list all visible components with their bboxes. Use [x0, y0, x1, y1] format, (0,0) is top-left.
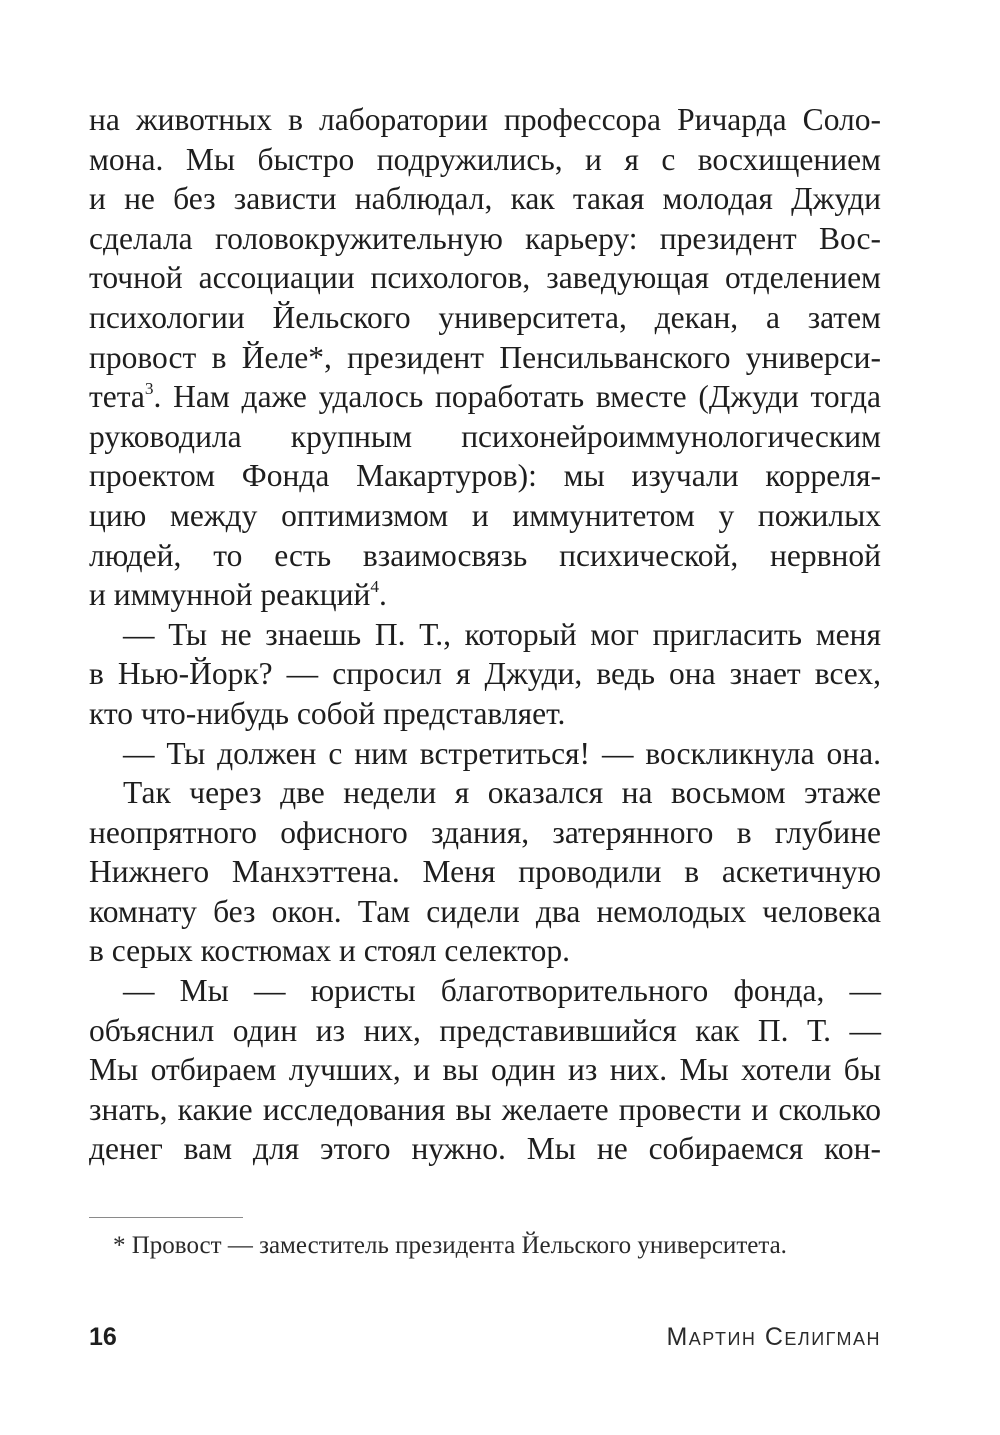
- footnote-reference: 4: [370, 577, 380, 597]
- text-line-content: провост в Йеле*, президент Пенсильванского универси-: [89, 339, 881, 375]
- text-line-content: и не без зависти наблюдал, как такая молодая Джуди: [89, 181, 881, 217]
- text-line-content: и иммунной реакций: [89, 577, 371, 613]
- footnote-reference: 3: [144, 379, 154, 399]
- text-line: [89, 219, 881, 259]
- text-line-content: объяснил один из них, представившийся как П. Т. —: [89, 1012, 881, 1048]
- text-line-content: знать, какие исследования вы желаете провести и сколько: [89, 1091, 881, 1127]
- text-line: [89, 615, 881, 655]
- text-line: [89, 654, 881, 694]
- text-line-content: неопрятного офисного здания, затерянного в глубине: [89, 814, 881, 850]
- text-line: [89, 100, 881, 140]
- text-line: [89, 496, 881, 536]
- text-line: [89, 1129, 881, 1169]
- text-line: [89, 1050, 881, 1090]
- text-line-content: психологии Йельского университета, декан, а затем: [89, 299, 881, 335]
- text-line-content: Мы отбираем лучших, и вы один из них. Мы хотели бы: [89, 1052, 881, 1088]
- text-line-content: руководила крупным психонейроиммунологическим: [89, 418, 881, 454]
- page-number: 16: [89, 1323, 117, 1351]
- running-head-author: Мартин Селигман: [666, 1323, 881, 1351]
- text-line-content: точной ассоциации психологов, заведующая отделением: [89, 260, 881, 296]
- text-line: [89, 456, 881, 496]
- text-line: [89, 575, 881, 615]
- text-line-content: тета: [89, 379, 145, 415]
- text-line-content: — Ты должен с ним встретиться! — воскликнула она.: [123, 735, 881, 771]
- text-line: [89, 258, 881, 298]
- text-line: [89, 773, 881, 813]
- text-line: [89, 1090, 881, 1130]
- text-line-content: — Мы — юристы благотворительного фонда, —: [123, 973, 881, 1009]
- text-line: [89, 892, 881, 932]
- text-line: [89, 813, 881, 853]
- text-line-content: сделала головокружительную карьеру: президент Вос-: [89, 220, 881, 256]
- footnote-separator: [89, 1217, 243, 1218]
- text-line-content: кто что-нибудь собой представляет.: [89, 695, 566, 731]
- text-line-content: денег вам для этого нужно. Мы не собираемся кон-: [89, 1131, 881, 1167]
- text-line-content: Так через две недели я оказался на восьмом этаже: [123, 775, 881, 811]
- text-line: [89, 734, 881, 774]
- text-line: [89, 852, 881, 892]
- text-line: [89, 694, 881, 734]
- footnote: * Провост — заместитель президента Йельского университета.: [113, 1232, 787, 1259]
- text-line-content: — Ты не знаешь П. Т., который мог пригласить меня: [123, 616, 881, 652]
- text-line: [89, 417, 881, 457]
- text-line: [89, 338, 881, 378]
- text-line-content: Нижнего Манхэттена. Меня проводили в аскетичную: [89, 854, 881, 890]
- text-line: [89, 1011, 881, 1051]
- text-line-content: цию между оптимизмом и иммунитетом у пожилых: [89, 497, 881, 533]
- main-text: [89, 100, 881, 1169]
- text-line-content: комнату без окон. Там сидели два немолодых человека: [89, 893, 881, 929]
- text-line-content: в Нью-Йорк? — спросил я Джуди, ведь она знает всех,: [89, 656, 881, 692]
- text-line-content: в серых костюмах и стоял селектор.: [89, 933, 571, 969]
- text-line: [89, 298, 881, 338]
- text-line: [89, 140, 881, 180]
- text-line-content: на животных в лаборатории профессора Ричарда Соло-: [89, 102, 881, 137]
- text-line-continuation: .: [379, 577, 387, 613]
- text-line-content: проектом Фонда Макартуров): мы изучали корреля-: [89, 458, 881, 494]
- text-line: [89, 536, 881, 576]
- text-line: [89, 179, 881, 219]
- text-line: [89, 377, 881, 417]
- text-line-content: людей, то есть взаимосвязь психической, нервной: [89, 537, 881, 573]
- text-line: [89, 971, 881, 1011]
- text-line: [89, 931, 881, 971]
- text-line-continuation: . Нам даже удалось поработать вместе (Джуди тогда: [153, 379, 881, 415]
- text-line-content: мона. Мы быстро подружились, и я с восхищением: [89, 141, 881, 177]
